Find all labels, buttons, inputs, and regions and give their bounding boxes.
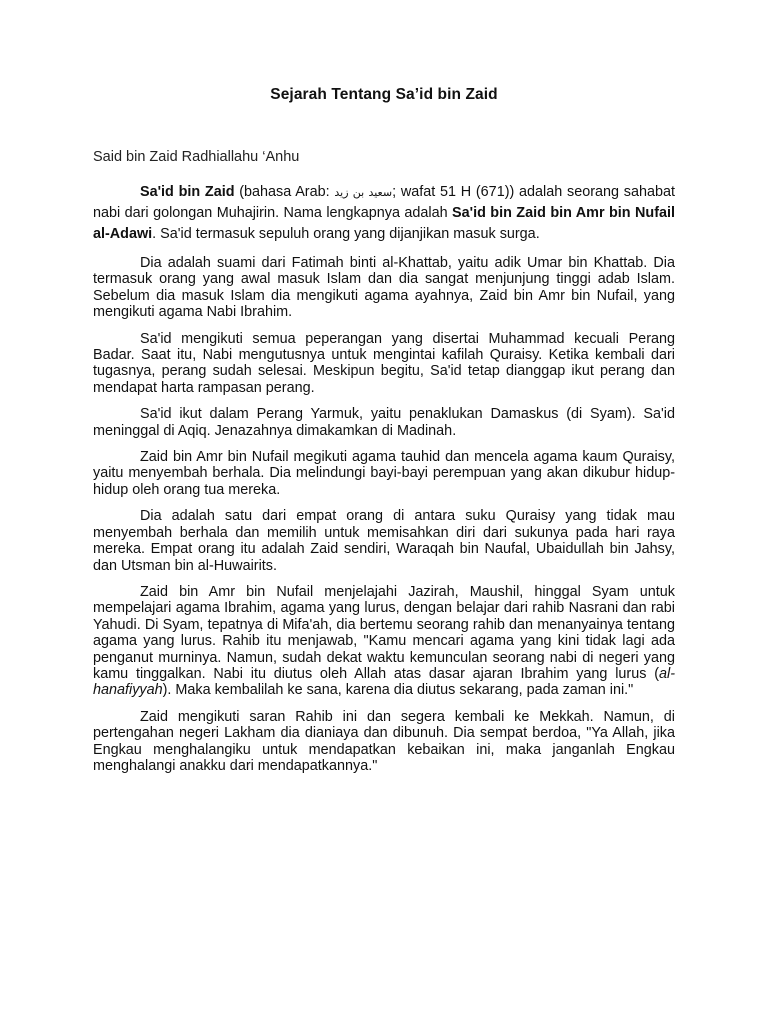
paragraph-6: Dia adalah satu dari empat orang di antara suku Quraisy yang tidak mau menyembah berhala dan memilih untuk memisahkan diri dari sukunya pada hari raya mereka. Empat orang itu adalah Zaid sendiri, Waraqah bin Naufal, Ubaidullah bin Jahsy, dan Utsman bin al-Huwairits.	[93, 508, 675, 574]
document-title: Sejarah Tentang Sa’id bin Zaid	[270, 86, 498, 103]
italic-term: al-hanafiyyah	[93, 665, 675, 699]
paragraph-3: Sa'id mengikuti semua peperangan yang disertai Muhammad kecuali Perang Badar. Saat itu, Nabi mengutusnya untuk mengintai kafilah Quraisy. Ketika kembali dari tugasnya, perang sudah selesai. Meskipun begitu, Sa'id tetap dianggap ikut perang dan mendapat harta rampasan perang.	[93, 330, 675, 396]
name-bold: Sa'id bin Zaid	[140, 184, 235, 200]
paragraph-1-text-b: ; wafat 51 H (671)) adalah seorang sahabat nabi dari golongan Muhajirin. Nama lengkapnya adalah	[93, 184, 675, 221]
paragraph-7-text-b: ). Maka kembalilah ke sana, karena dia diutus sekarang, pada zaman ini."	[162, 682, 634, 699]
paragraph-4: Sa'id ikut dalam Perang Yarmuk, yaitu penaklukan Damaskus (di Syam). Sa'id meninggal di Aqiq. Jenazahnya dimakamkan di Madinah.	[93, 406, 675, 439]
paragraph-2: Dia adalah suami dari Fatimah binti al-Khattab, yaitu adik Umar bin Khattab. Dia termasuk orang yang awal masuk Islam dan dia sangat menjunjung tinggi adab Islam. Sebelum dia masuk Islam dia mengikuti agama ayahnya, Zaid bin Amr bin Nufail, yang mengikuti agama Nabi Ibrahim.	[93, 255, 675, 321]
arabic-name: سعيد بن زيد	[334, 186, 393, 199]
fullname-bold: Sa'id bin Zaid bin Amr bin Nufail al-Adawi	[93, 205, 675, 242]
paragraph-7-text-a: Zaid bin Amr bin Nufail menjelajahi Jazirah, Maushil, hinggal Syam untuk mempelajari agama Ibrahim, agama yang lurus, dengan belajar dari rahib Nasrani dan rabi Yahudi. Di Syam, tepatnya di Mifa'ah, dia bertemu seorang rahib dan menanyainya tentang agama yang lurus. Rahib itu menjawab, "Kamu mencari agama yang kini tidak lagi ada penganut murninya. Namun, sudah dekat waktu kemunculan seorang nabi di negeri yang kamu tinggalkan. Nabi itu diutus oleh Allah atas dasar ajaran Ibrahim yang lurus (	[93, 583, 675, 682]
paragraph-1-text-a: (bahasa Arab:	[234, 184, 335, 200]
document-page	[93, 86, 675, 784]
paragraph-8: Zaid mengikuti saran Rahib ini dan segera kembali ke Mekkah. Namun, di pertengahan negeri Lakham dia dianiaya dan dibunuh. Dia sempat berdoa, "Ya Allah, jika Engkau menghalangiku untuk mendapatkan kebaikan ini, maka janganlah Engkau menghalangi anakku dari mendapatkannya."	[93, 708, 675, 774]
paragraph-5: Zaid bin Amr bin Nufail megikuti agama tauhid dan mencela agama kaum Quraisy, yaitu menyembah berhala. Dia melindungi bayi-bayi perempuan yang akan dikubur hidup-hidup oleh orang tua mereka.	[93, 449, 675, 498]
paragraph-7	[93, 584, 675, 699]
paragraph-1	[93, 182, 675, 245]
paragraph-1-text-c: . Sa'id termasuk sepuluh orang yang dijanjikan masuk surga.	[152, 226, 540, 242]
section-subtitle: Said bin Zaid Radhiallahu ‘Anhu	[93, 149, 300, 165]
